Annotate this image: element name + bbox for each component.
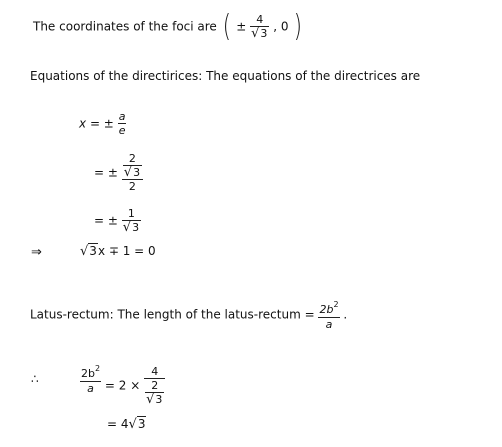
eq3-den xyxy=(122,221,141,234)
latus-num xyxy=(318,298,339,318)
sqrt-sign-icon: √ xyxy=(146,392,155,407)
calc1-eq: = 2 × xyxy=(104,378,141,393)
calc1-lhs-base: 2b xyxy=(81,367,95,380)
calc1-lhs-fraction xyxy=(80,362,101,396)
right-paren: ) xyxy=(294,8,303,44)
eq3-fraction xyxy=(122,207,141,234)
sqrt-sign-icon: √ xyxy=(251,26,260,41)
calc1-rhs-num: 4 xyxy=(144,365,165,379)
foci-den xyxy=(250,27,269,40)
latus-period: . xyxy=(343,307,348,322)
calc2-radicand: 3 xyxy=(137,417,146,431)
implies-arrow: ⇒ xyxy=(31,245,42,260)
foci-num: 4 xyxy=(250,13,269,27)
calc1-line xyxy=(80,355,165,415)
latus-exp: 2 xyxy=(333,299,339,309)
eq1-num: a xyxy=(118,110,126,123)
calc2-line xyxy=(107,417,146,432)
eq3-line xyxy=(94,203,141,237)
eq3-num: 1 xyxy=(122,207,141,221)
sqrt-sign-icon: √ xyxy=(122,220,132,235)
eq3-eq: = ± xyxy=(94,213,118,228)
calc1-lhs-den: a xyxy=(87,382,94,395)
calc1-radicand: 3 xyxy=(155,393,163,406)
latus-text: Latus-rectum: The length of the latus-rectum = xyxy=(30,307,315,322)
left-paren: ( xyxy=(222,8,231,44)
eq2-line xyxy=(94,143,143,201)
eq2-inner-den xyxy=(123,166,142,179)
foci-comma: , xyxy=(273,19,278,34)
foci-zero: 0 xyxy=(280,19,289,34)
calc1-inner-fraction xyxy=(145,379,164,406)
eq4-radicand: 3 xyxy=(89,244,97,258)
eq3-sqrt xyxy=(123,221,140,234)
latus-den: a xyxy=(325,317,333,331)
foci-text: The coordinates of the foci are xyxy=(33,19,217,34)
calc2-sqrt xyxy=(129,417,147,432)
latus-line xyxy=(30,296,347,332)
foci-line xyxy=(33,8,304,44)
foci-sqrt xyxy=(251,27,268,40)
eq1-eq: = ± xyxy=(89,116,114,131)
eq4-rest: x ∓ 1 = 0 xyxy=(97,244,156,258)
calc1-inner-num: 2 xyxy=(145,379,164,393)
eq1-line xyxy=(79,108,126,138)
latus-num-base: 2b xyxy=(319,302,334,316)
foci-fraction xyxy=(250,13,269,40)
calc1-lhs-num xyxy=(80,362,101,382)
calc1-rhs-den xyxy=(144,379,165,406)
sqrt-sign-icon: √ xyxy=(123,165,133,180)
foci-pm: ± xyxy=(236,19,247,34)
eq1-lhs: x xyxy=(79,116,87,131)
eq2-inner-fraction xyxy=(123,152,142,179)
eq1-fraction xyxy=(118,110,127,137)
eq4-sqrt xyxy=(80,244,98,259)
sqrt-sign-icon: √ xyxy=(128,417,137,432)
calc2-eq: = 4 xyxy=(107,417,129,431)
calc1-inner-den xyxy=(145,393,164,406)
sqrt-sign-icon: √ xyxy=(80,244,89,259)
eq2-sqrt xyxy=(124,166,141,179)
latus-fraction xyxy=(318,298,339,332)
eq3-radicand: 3 xyxy=(132,221,140,234)
directrices-line: Equations of the directirices: The equations of the directrices are xyxy=(30,69,421,83)
calc1-sqrt xyxy=(146,393,163,406)
eq2-outer-num xyxy=(122,152,143,180)
calc1-rhs-fraction xyxy=(144,365,165,406)
eq2-outer-den: 2 xyxy=(128,180,136,193)
therefore-symbol: ∴ xyxy=(31,372,39,386)
eq4-line xyxy=(80,244,156,259)
foci-radicand: 3 xyxy=(260,27,268,40)
eq2-inner-num: 2 xyxy=(123,152,142,166)
calc1-lhs-exp: 2 xyxy=(94,364,101,373)
eq1-den: e xyxy=(118,124,126,137)
eq2-fraction xyxy=(122,152,143,193)
eq2-radicand: 3 xyxy=(133,166,141,179)
eq2-eq: = ± xyxy=(94,165,118,180)
